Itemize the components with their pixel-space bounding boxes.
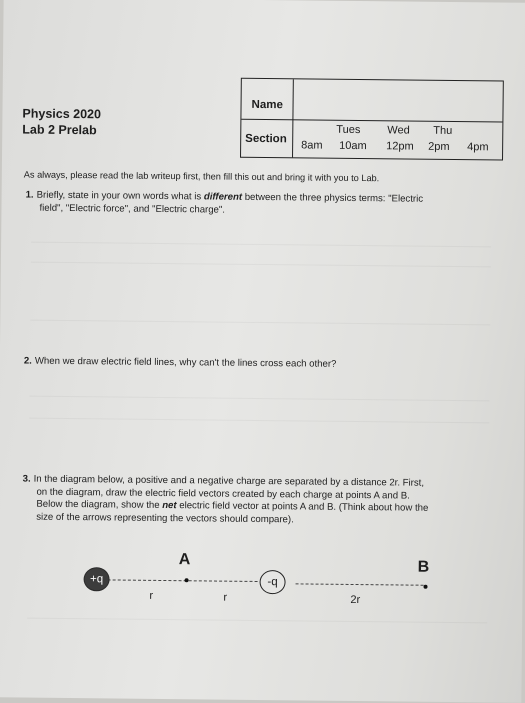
- point-a-label: A: [178, 551, 191, 569]
- question-2-text: When we draw electric field lines, why can't the lines cross each other?: [34, 355, 337, 370]
- intro-instructions: As always, please read the lab writeup first, then fill this out and bring it with you to Lab.: [23, 169, 380, 184]
- question-2-number: 2.: [23, 355, 32, 367]
- question-1-text-c: field", "Electric force", and "Electric charge".: [39, 202, 226, 216]
- negative-charge: -q: [259, 570, 285, 594]
- day-thu: Thu: [433, 124, 453, 138]
- question-3-emphasis: net: [162, 499, 177, 512]
- time-12pm: 12pm: [386, 140, 414, 153]
- question-1-text-b: between the three physics terms: "Electric: [242, 191, 424, 205]
- point-b-marker: [424, 585, 428, 589]
- separation-line-right: [296, 583, 424, 585]
- name-label: Name: [251, 98, 283, 112]
- question-3-text-c: Below the diagram, show the: [36, 498, 163, 511]
- question-3-text-e: size of the arrows representing the vectors should compare).: [36, 511, 294, 525]
- question-1-emphasis: different: [203, 191, 243, 203]
- course-subtitle: Lab 2 Prelab: [22, 122, 97, 138]
- question-3-text-b: on the diagram, draw the electric field vectors created by each charge at points A and B.: [36, 486, 410, 502]
- day-wed: Wed: [387, 124, 410, 137]
- time-4pm: 4pm: [467, 141, 489, 154]
- course-title: Physics 2020: [22, 106, 102, 122]
- time-8am: 8am: [301, 139, 323, 152]
- point-a-marker: [185, 578, 189, 582]
- day-tues: Tues: [336, 123, 361, 137]
- point-b-label: B: [417, 558, 430, 576]
- time-2pm: 2pm: [428, 140, 450, 153]
- distance-r-left: r: [149, 589, 154, 602]
- section-label: Section: [245, 132, 287, 146]
- question-3-number: 3.: [22, 473, 31, 485]
- distance-2r: 2r: [350, 593, 361, 607]
- time-10am: 10am: [339, 139, 367, 153]
- distance-r-right: r: [223, 591, 228, 604]
- question-1-number: 1.: [25, 189, 34, 201]
- separation-line-left: [108, 579, 258, 582]
- question-1-text-a: Briefly, state in your own words what is: [36, 189, 204, 203]
- question-3-text-a: In the diagram below, a positive and a negative charge are separated by a distance 2r. First,: [33, 473, 425, 489]
- question-3-text-d: electric field vector at points A and B. (Think about how the: [176, 500, 429, 514]
- positive-charge: +q: [83, 567, 109, 591]
